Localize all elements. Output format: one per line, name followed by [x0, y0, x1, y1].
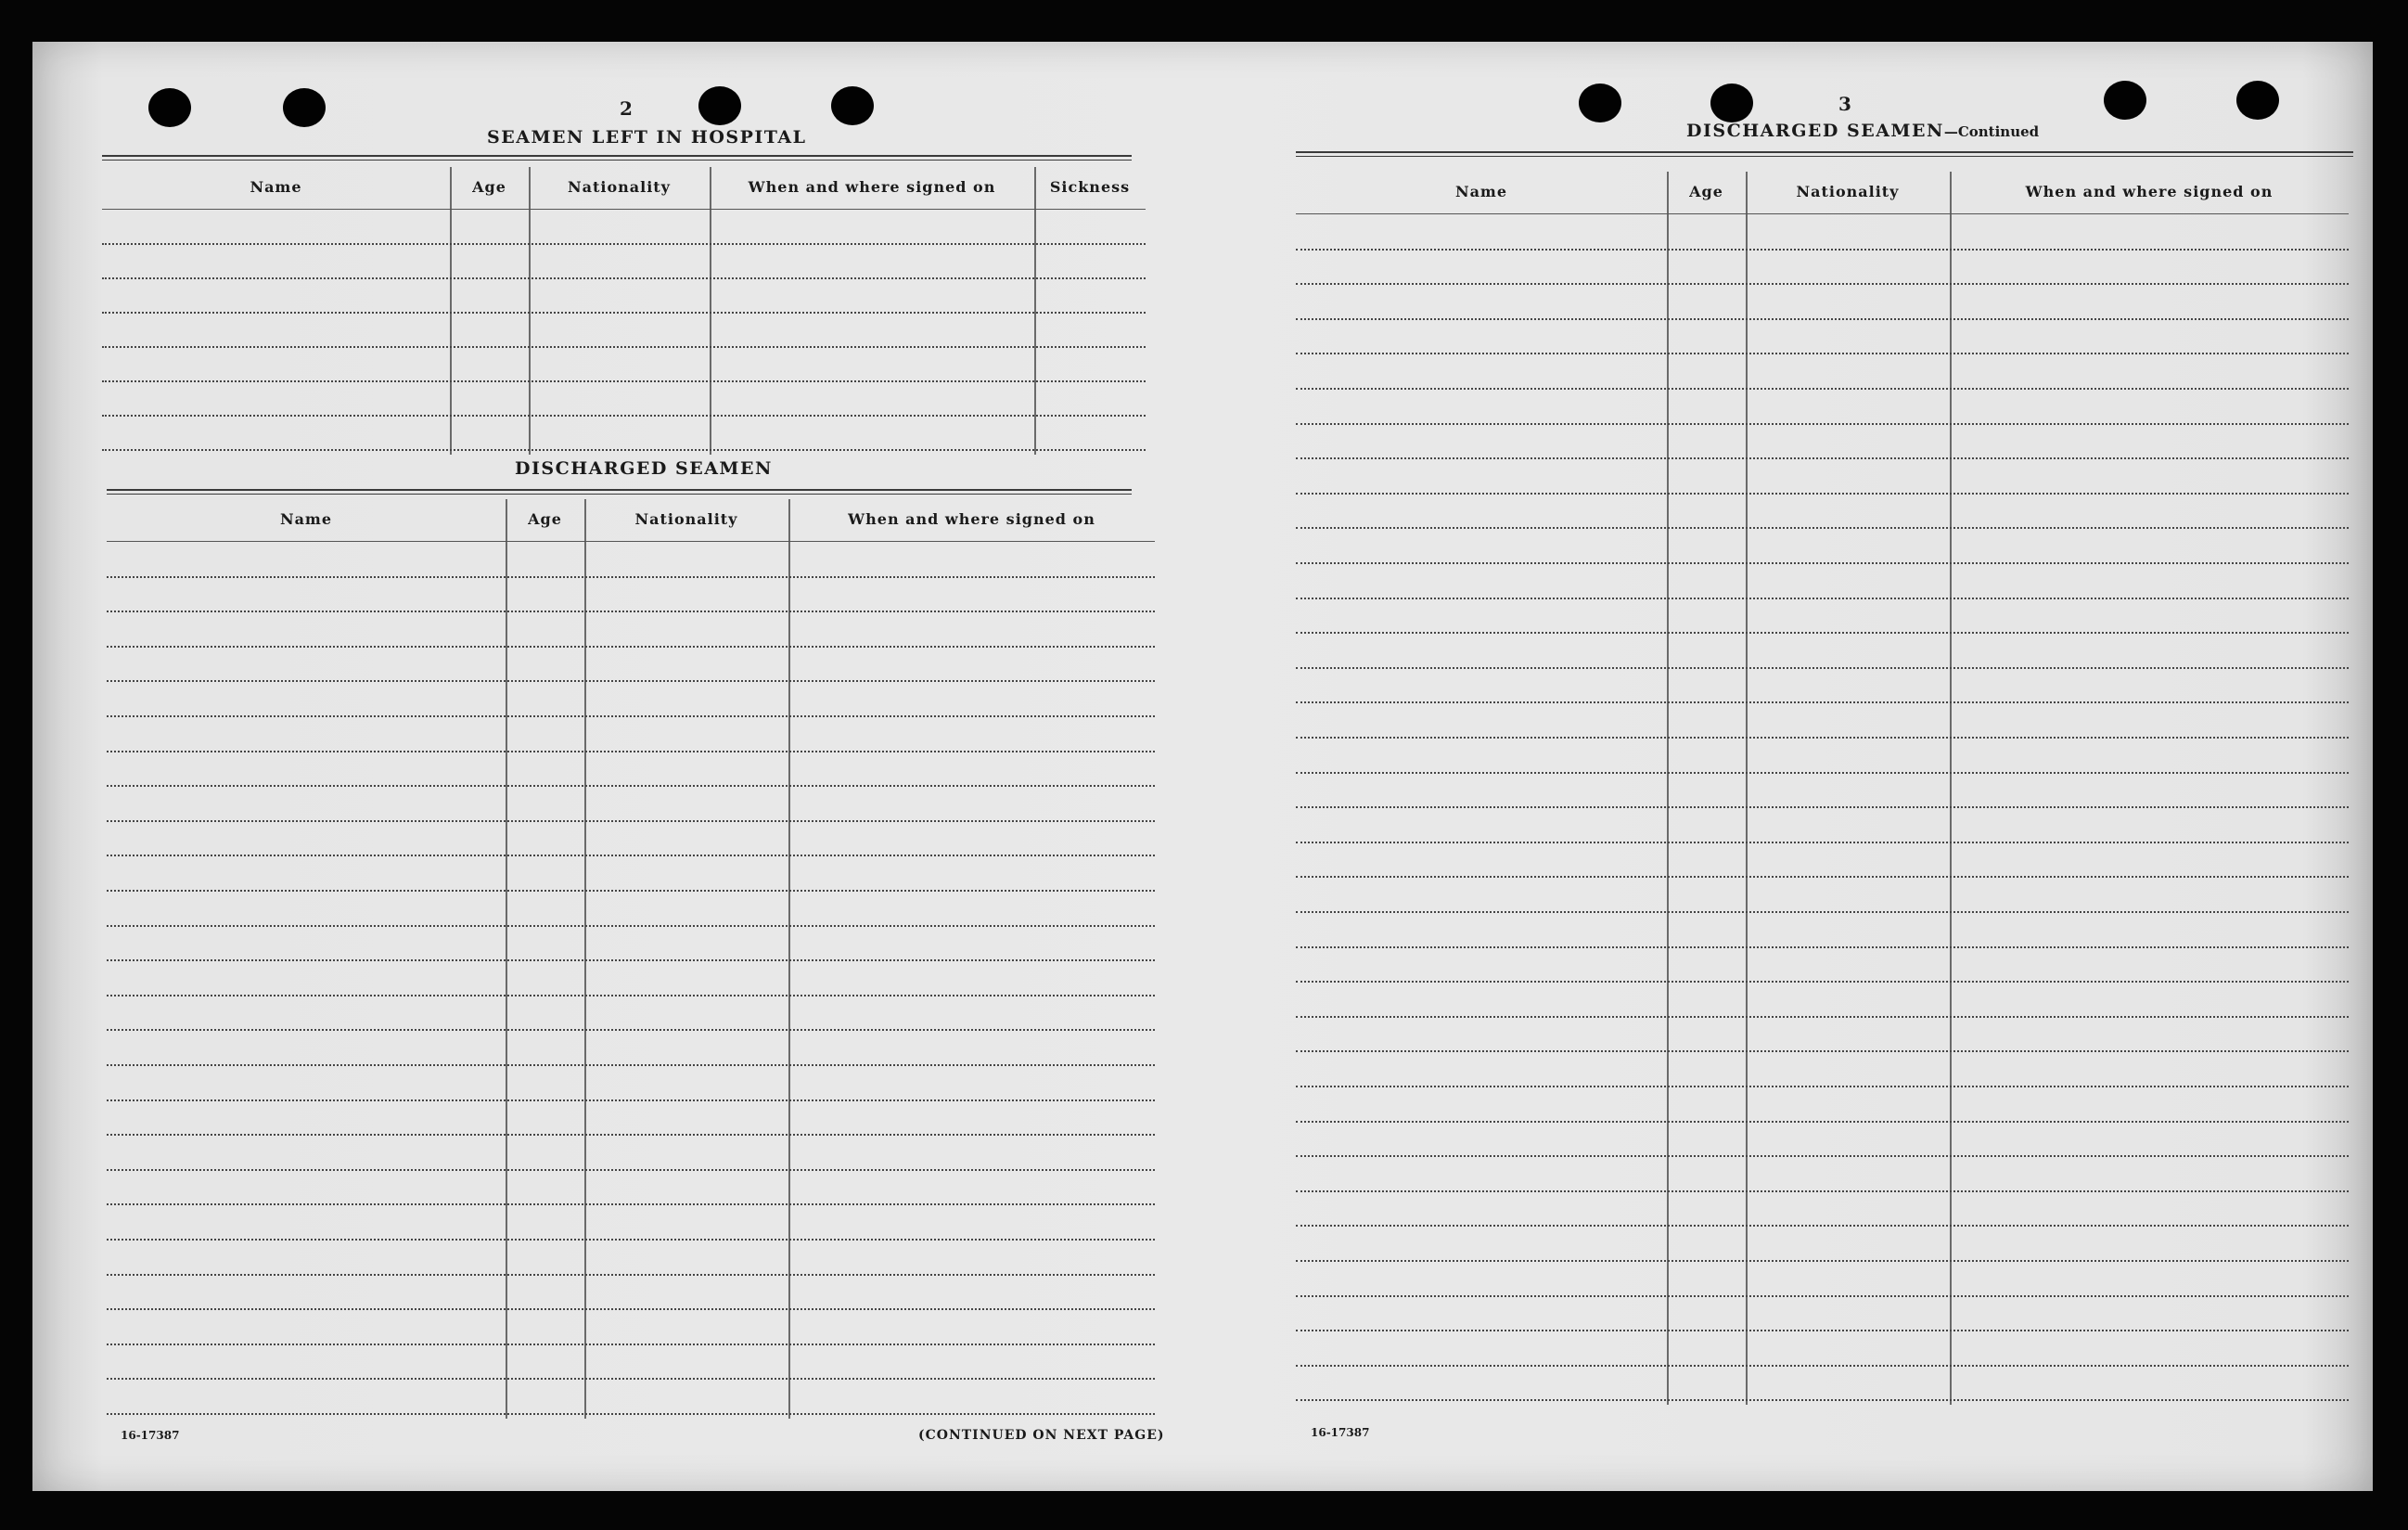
- table-row[interactable]: [1296, 1155, 2349, 1157]
- table-row[interactable]: [107, 1029, 1155, 1031]
- table-row[interactable]: [107, 1134, 1155, 1136]
- column-divider: [710, 167, 711, 455]
- table-row[interactable]: [1296, 562, 2349, 564]
- table-row[interactable]: [1296, 806, 2349, 808]
- column-header: Age: [528, 510, 562, 528]
- table-row[interactable]: [1296, 1399, 2349, 1401]
- table-row[interactable]: [1296, 876, 2349, 878]
- table-row[interactable]: [1296, 527, 2349, 529]
- table-row[interactable]: [1296, 1086, 2349, 1087]
- table-row[interactable]: [107, 1099, 1155, 1101]
- table-row[interactable]: [1296, 1260, 2349, 1262]
- table-row[interactable]: [1296, 1365, 2349, 1367]
- table-row[interactable]: [1296, 701, 2349, 703]
- column-header: Age: [472, 178, 506, 196]
- column-header: Nationality: [568, 178, 671, 196]
- table-row[interactable]: [1296, 353, 2349, 354]
- document-sheet: [32, 42, 2373, 1491]
- table-row[interactable]: [102, 380, 1146, 382]
- table-row[interactable]: [1296, 772, 2349, 774]
- column-divider: [1950, 172, 1952, 1405]
- table-row[interactable]: [1296, 249, 2349, 251]
- form-number: 16-17387: [1311, 1426, 1370, 1439]
- left-page: [32, 42, 1173, 1491]
- table-row[interactable]: [1296, 1016, 2349, 1018]
- table-row[interactable]: [107, 820, 1155, 822]
- table-row[interactable]: [1296, 1295, 2349, 1297]
- table-row[interactable]: [102, 277, 1146, 279]
- header-rule: [107, 541, 1155, 542]
- table-row[interactable]: [1296, 1050, 2349, 1052]
- table-row[interactable]: [1296, 598, 2349, 599]
- table-row[interactable]: [107, 855, 1155, 856]
- table-row[interactable]: [1296, 318, 2349, 320]
- table-row[interactable]: [107, 1378, 1155, 1380]
- column-header: Name: [279, 510, 333, 528]
- hospital-top-rule: [102, 155, 1132, 161]
- discharged-top-rule: [107, 489, 1132, 495]
- table-row[interactable]: [1296, 737, 2349, 739]
- hospital-section-title: SEAMEN LEFT IN HOSPITAL: [487, 127, 807, 148]
- table-row[interactable]: [1296, 842, 2349, 843]
- right-top-rule: [1296, 151, 2353, 157]
- header-rule: [102, 209, 1146, 210]
- column-header: Age: [1689, 183, 1723, 200]
- page-number: 3: [1838, 93, 1851, 115]
- discharged-table: [107, 499, 1155, 1464]
- right-page: [1229, 42, 2373, 1491]
- column-header: Sickness: [1049, 178, 1131, 196]
- column-divider: [1034, 167, 1036, 455]
- table-row[interactable]: [107, 1203, 1155, 1205]
- table-row[interactable]: [1296, 493, 2349, 495]
- table-row[interactable]: [102, 415, 1146, 417]
- hospital-table: [102, 167, 1146, 482]
- header-rule: [1296, 213, 2349, 214]
- table-row[interactable]: [107, 785, 1155, 787]
- column-header: Nationality: [1796, 183, 1900, 200]
- table-row[interactable]: [107, 925, 1155, 927]
- table-row[interactable]: [102, 449, 1146, 451]
- table-row[interactable]: [1296, 457, 2349, 459]
- table-row[interactable]: [1296, 911, 2349, 913]
- column-divider: [1746, 172, 1748, 1405]
- column-header: Name: [1454, 183, 1508, 200]
- table-row[interactable]: [107, 1308, 1155, 1310]
- table-row[interactable]: [107, 995, 1155, 996]
- table-row[interactable]: [107, 680, 1155, 682]
- table-row[interactable]: [107, 1169, 1155, 1171]
- table-row[interactable]: [1296, 388, 2349, 390]
- column-header: Nationality: [634, 510, 738, 528]
- table-row[interactable]: [107, 646, 1155, 648]
- continued-note: (CONTINUED ON NEXT PAGE): [918, 1428, 1165, 1443]
- table-row[interactable]: [1296, 283, 2349, 285]
- table-row[interactable]: [107, 890, 1155, 892]
- table-row[interactable]: [1296, 1330, 2349, 1331]
- table-row[interactable]: [107, 959, 1155, 961]
- table-row[interactable]: [102, 346, 1146, 348]
- table-row[interactable]: [1296, 667, 2349, 669]
- column-divider: [529, 167, 531, 455]
- table-row[interactable]: [102, 243, 1146, 245]
- table-row[interactable]: [107, 1344, 1155, 1345]
- column-header: Name: [250, 178, 302, 196]
- table-row[interactable]: [102, 312, 1146, 314]
- table-row[interactable]: [107, 1274, 1155, 1276]
- table-row[interactable]: [1296, 423, 2349, 425]
- page-number: 2: [620, 97, 633, 120]
- table-row[interactable]: [107, 1239, 1155, 1241]
- table-row[interactable]: [1296, 1190, 2349, 1192]
- discharged-continued-title: [1686, 121, 2039, 141]
- table-row[interactable]: [107, 751, 1155, 752]
- table-row[interactable]: [1296, 981, 2349, 983]
- column-header: When and where signed on: [748, 178, 996, 196]
- title-main: DISCHARGED SEAMEN: [1686, 121, 1944, 141]
- column-divider: [450, 167, 452, 455]
- table-row[interactable]: [1296, 1225, 2349, 1227]
- table-row[interactable]: [1296, 946, 2349, 948]
- column-header: When and where signed on: [2025, 183, 2274, 200]
- table-row[interactable]: [107, 1064, 1155, 1066]
- discharged-section-title: DISCHARGED SEAMEN: [515, 458, 773, 479]
- column-header: When and where signed on: [848, 510, 1095, 528]
- form-number: 16-17387: [121, 1429, 180, 1442]
- table-row[interactable]: [107, 1413, 1155, 1415]
- table-row[interactable]: [107, 611, 1155, 612]
- table-row[interactable]: [1296, 1121, 2349, 1123]
- discharged-continued-table: [1296, 172, 2349, 1434]
- table-row[interactable]: [107, 715, 1155, 717]
- table-row[interactable]: [1296, 632, 2349, 634]
- title-suffix: —Continued: [1943, 123, 2040, 140]
- table-row[interactable]: [107, 576, 1155, 578]
- column-divider: [1667, 172, 1669, 1405]
